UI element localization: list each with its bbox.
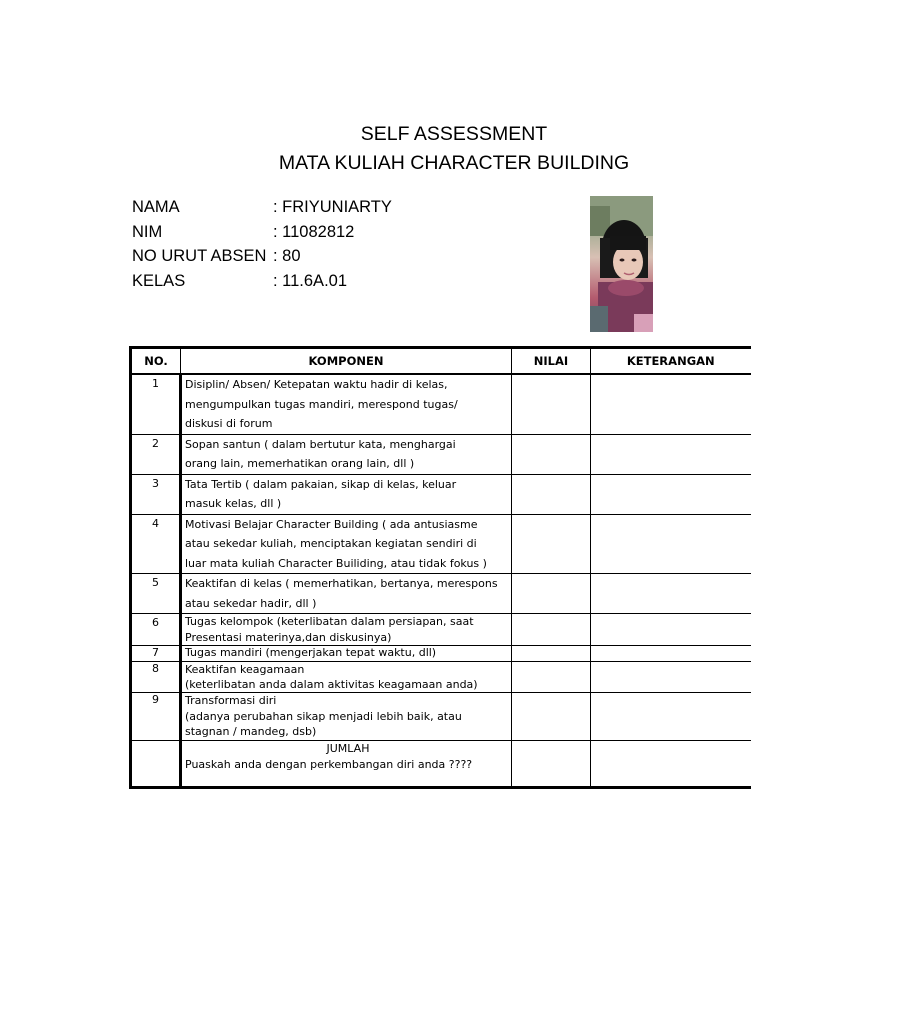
row-number: 3 bbox=[131, 474, 181, 514]
info-value: : 11.6A.01 bbox=[273, 271, 348, 290]
keterangan-cell[interactable] bbox=[591, 434, 751, 474]
row-number: 6 bbox=[131, 614, 181, 646]
keterangan-cell[interactable] bbox=[591, 574, 751, 614]
komponen-line: luar mata kuliah Character Builiding, atau tidak fokus ) bbox=[185, 556, 487, 570]
row-komponen bbox=[181, 646, 512, 662]
keterangan-cell[interactable] bbox=[591, 614, 751, 646]
row-number: 4 bbox=[131, 514, 181, 574]
row-number bbox=[131, 741, 181, 788]
komponen-line: atau sekedar kuliah, menciptakan kegiatan sendiri di bbox=[185, 537, 477, 550]
row-komponen bbox=[181, 741, 512, 788]
nilai-cell[interactable] bbox=[512, 693, 591, 741]
row-number: 8 bbox=[131, 662, 181, 693]
row-komponen bbox=[181, 374, 512, 434]
nilai-cell[interactable] bbox=[512, 662, 591, 693]
komponen-line: Motivasi Belajar Character Building ( ada antusiasme bbox=[185, 517, 478, 531]
komponen-line: atau sekedar hadir, dll ) bbox=[185, 596, 317, 610]
row-komponen bbox=[181, 693, 512, 741]
keterangan-cell[interactable] bbox=[591, 514, 751, 574]
info-label: NO URUT ABSEN bbox=[132, 247, 267, 265]
komponen-line: stagnan / mandeg, dsb) bbox=[185, 725, 317, 738]
row-komponen bbox=[181, 662, 512, 693]
komponen-line: (keterlibatan anda dalam aktivitas keagamaan anda) bbox=[185, 678, 478, 691]
table-row bbox=[131, 574, 751, 614]
nilai-cell[interactable] bbox=[512, 374, 591, 434]
header-nilai: NILAI bbox=[512, 348, 591, 375]
table-row bbox=[131, 514, 751, 574]
info-label: NIM bbox=[132, 222, 163, 241]
row-number: 2 bbox=[131, 434, 181, 474]
portrait-photo-icon bbox=[590, 196, 653, 332]
komponen-line: diskusi di forum bbox=[185, 417, 273, 430]
komponen-line: Keaktifan di kelas ( memerhatikan, bertanya, merespons bbox=[185, 577, 498, 590]
question-text: Puaskah anda dengan perkembangan diri anda ???? bbox=[185, 758, 473, 771]
nilai-cell[interactable] bbox=[512, 614, 591, 646]
nilai-cell[interactable] bbox=[512, 574, 591, 614]
row-komponen bbox=[181, 614, 512, 646]
komponen-line: Sopan santun ( dalam bertutur kata, menghargai bbox=[185, 437, 456, 451]
table-row bbox=[131, 693, 751, 741]
table-row bbox=[131, 662, 751, 693]
komponen-line: Tata Tertib ( dalam pakaian, sikap di kelas, keluar bbox=[185, 477, 457, 491]
keterangan-total-cell[interactable] bbox=[591, 741, 751, 788]
komponen-line: Keaktifan keagamaan bbox=[185, 663, 305, 676]
komponen-line: (adanya perubahan sikap menjadi lebih baik, atau bbox=[185, 709, 462, 723]
nilai-total-cell[interactable] bbox=[512, 741, 591, 788]
nilai-cell[interactable] bbox=[512, 434, 591, 474]
header-keterangan: KETERANGAN bbox=[591, 348, 751, 375]
row-komponen bbox=[181, 514, 512, 574]
document-subtitle: MATA KULIAH CHARACTER BUILDING bbox=[278, 152, 630, 174]
row-number: 7 bbox=[131, 646, 181, 662]
table-row bbox=[131, 646, 751, 662]
jumlah-label: JUMLAH bbox=[326, 742, 370, 755]
table-row bbox=[131, 374, 751, 434]
keterangan-cell[interactable] bbox=[591, 646, 751, 662]
komponen-line: masuk kelas, dll ) bbox=[185, 497, 282, 510]
header-komponen: KOMPONEN bbox=[181, 348, 512, 375]
table-header-row bbox=[131, 348, 751, 375]
keterangan-cell[interactable] bbox=[591, 374, 751, 434]
info-value: : 80 bbox=[273, 247, 301, 265]
table-row bbox=[131, 614, 751, 646]
nilai-cell[interactable] bbox=[512, 646, 591, 662]
komponen-line: Presentasi materinya,dan diskusinya) bbox=[185, 630, 392, 644]
info-value: : 11082812 bbox=[273, 222, 355, 241]
komponen-line: Tugas kelompok (keterlibatan dalam persiapan, saat bbox=[185, 615, 474, 628]
komponen-line: mengumpulkan tugas mandiri, merespond tugas/ bbox=[185, 397, 458, 411]
komponen-line: Tugas mandiri (mengerjakan tepat waktu, dll) bbox=[185, 646, 437, 659]
keterangan-cell[interactable] bbox=[591, 693, 751, 741]
nilai-cell[interactable] bbox=[512, 474, 591, 514]
table-row bbox=[131, 474, 751, 514]
row-number: 5 bbox=[131, 574, 181, 614]
header-no: NO. bbox=[131, 348, 181, 375]
row-number: 9 bbox=[131, 693, 181, 741]
row-komponen bbox=[181, 574, 512, 614]
keterangan-cell[interactable] bbox=[591, 662, 751, 693]
info-label: NAMA bbox=[132, 198, 180, 216]
row-number: 1 bbox=[131, 374, 181, 434]
info-label: KELAS bbox=[132, 271, 186, 290]
row-komponen bbox=[181, 434, 512, 474]
table-row-total bbox=[131, 741, 751, 788]
info-value: : FRIYUNIARTY bbox=[273, 198, 392, 216]
komponen-line: Disiplin/ Absen/ Ketepatan waktu hadir di kelas, bbox=[185, 378, 448, 391]
assessment-table bbox=[129, 346, 715, 786]
nilai-cell[interactable] bbox=[512, 514, 591, 574]
row-komponen bbox=[181, 474, 512, 514]
document-title: SELF ASSESSMENT bbox=[360, 123, 548, 145]
komponen-line: Transformasi diri bbox=[185, 694, 277, 707]
table-row bbox=[131, 434, 751, 474]
komponen-line: orang lain, memerhatikan orang lain, dll ) bbox=[185, 457, 415, 470]
keterangan-cell[interactable] bbox=[591, 474, 751, 514]
